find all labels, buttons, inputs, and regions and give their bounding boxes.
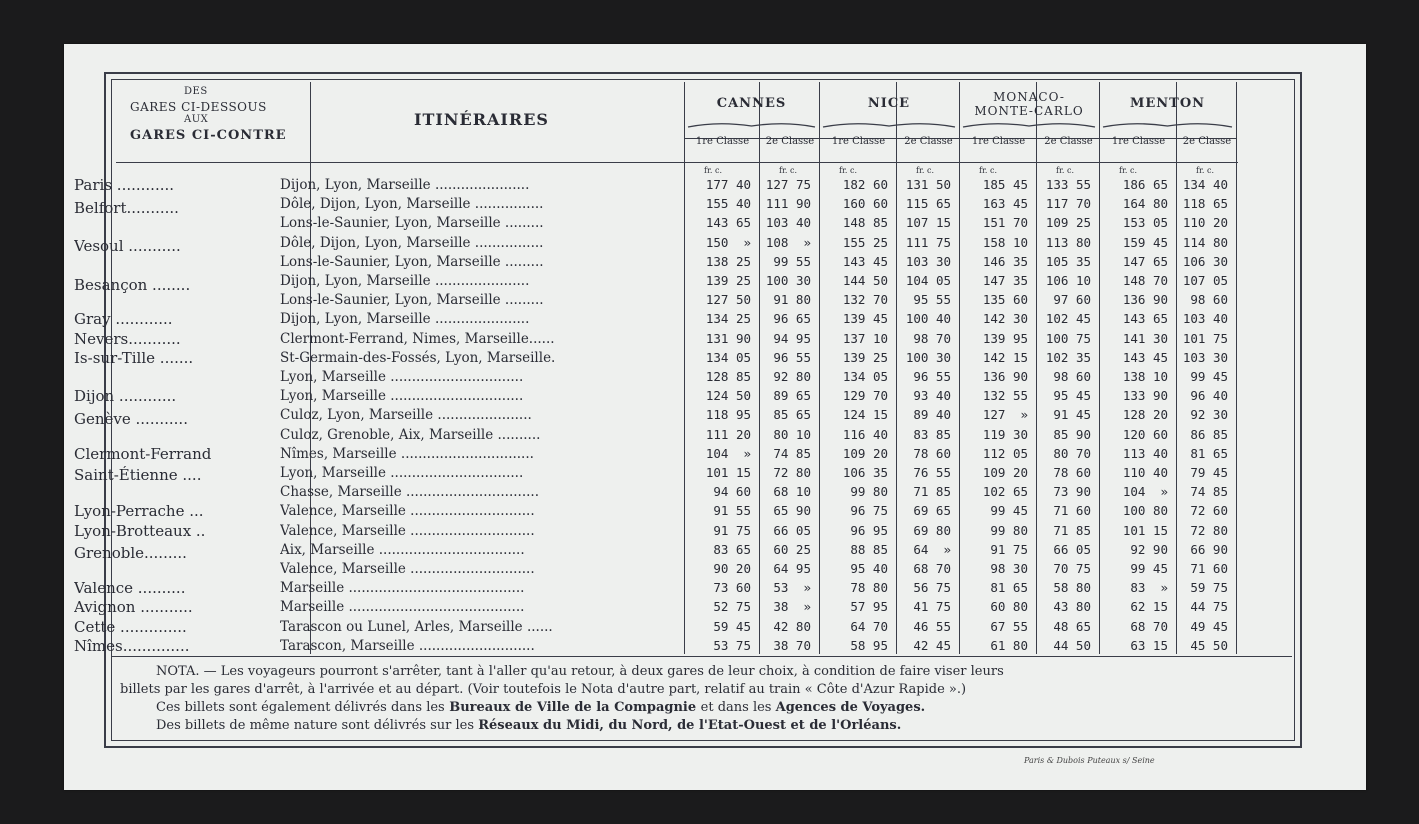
fare-value: 164 80	[1122, 196, 1168, 212]
fare-value: 127 »	[982, 407, 1028, 423]
fare-value: 100 30	[765, 273, 811, 288]
fare-value: 177 40	[705, 177, 751, 192]
fare-value: 38 70	[773, 637, 811, 653]
departure-station: Dijon ............	[74, 387, 177, 406]
nota-line-2: billets par les gares d'arrêt, à l'arrivée et au départ. (Voir toutefois le Nota d'autre part, relatif au train « Côte d'Azur Rapide ».)	[120, 682, 967, 697]
fare-value: 71 60	[1053, 503, 1091, 519]
itinerary: Nîmes, Marseille ...............................	[280, 445, 534, 462]
fare-value: 143 45	[1122, 349, 1168, 365]
fare-value: 89 40	[913, 407, 951, 423]
fare-value: 85 90	[1053, 426, 1091, 442]
fare-value: 67 55	[990, 618, 1028, 634]
fare-value: 147 65	[1122, 253, 1168, 269]
fare-value: 71 60	[1190, 561, 1228, 576]
fare-value: 147 35	[982, 273, 1028, 288]
fare-value: 100 30	[905, 349, 951, 365]
header-gares-ci-dessous: GARES CI-DESSOUS	[130, 100, 267, 114]
fare-value: 112 05	[982, 445, 1028, 461]
fare-value: 114 80	[1182, 234, 1228, 250]
column-divider	[1236, 82, 1237, 654]
fare-value: 60 80	[990, 599, 1028, 615]
itinerary: Clermont-Ferrand, Nimes, Marseille......	[280, 330, 555, 347]
fare-value: 103 40	[765, 215, 811, 231]
class-label: 1re Classe	[1111, 136, 1166, 147]
fare-value: 143 65	[705, 215, 751, 231]
nota-line-4	[156, 718, 901, 733]
fare-value: 99 55	[773, 253, 811, 269]
itinerary: Valence, Marseille .............................	[280, 561, 535, 577]
fare-value: 92 90	[1130, 541, 1168, 557]
fare-value: 96 75	[850, 503, 888, 519]
fare-value: 115 65	[905, 196, 951, 212]
fare-value: 60 25	[773, 541, 811, 557]
fare-value: 139 25	[705, 273, 751, 288]
fare-value: 100 40	[905, 311, 951, 327]
fare-value: 52 75	[713, 599, 751, 615]
fare-value: 111 20	[705, 426, 751, 442]
fare-value: 136 90	[1122, 292, 1168, 308]
fare-value: 94 60	[713, 484, 751, 500]
fare-value: 99 80	[850, 484, 888, 500]
fare-value: 53 75	[713, 637, 751, 653]
fare-value: 83 65	[713, 541, 751, 557]
fare-value: 106 10	[1045, 273, 1091, 288]
fare-value: 73 60	[713, 580, 751, 596]
class-label: 1re Classe	[971, 136, 1026, 147]
fare-value: 95 45	[1053, 388, 1091, 404]
fare-value: 139 95	[982, 330, 1028, 346]
itinerary: Lyon, Marseille ...............................	[280, 369, 524, 385]
currency-unit: fr. c.	[839, 166, 858, 175]
fare-value: 58 80	[1053, 580, 1091, 596]
fare-value: 137 10	[842, 330, 888, 346]
fare-value: 62 15	[1130, 599, 1168, 615]
fare-value: 98 70	[913, 330, 951, 346]
destination-monte-carlo: MONTE-CARLO	[974, 104, 1084, 118]
fare-value: 68 70	[913, 561, 951, 576]
fare-value: 71 85	[1053, 522, 1091, 538]
fare-value: 103 30	[1182, 349, 1228, 365]
fare-value: 83 »	[1130, 580, 1168, 596]
fare-value: 56 75	[913, 580, 951, 596]
itinerary: Dijon, Lyon, Marseille ......................	[280, 311, 530, 328]
fare-value: 78 60	[913, 445, 951, 461]
departure-station: Paris ............	[74, 176, 175, 194]
fare-value: 64 70	[850, 618, 888, 634]
fare-value: 71 85	[913, 484, 951, 500]
header-flourish	[684, 120, 819, 130]
fare-value: 92 30	[1190, 407, 1228, 423]
fare-value: 44 75	[1190, 599, 1228, 615]
departure-station: Belfort...........	[74, 198, 179, 217]
fare-value: 144 50	[842, 273, 888, 288]
fare-value: 97 60	[1053, 292, 1091, 308]
fare-value: 128 20	[1122, 407, 1168, 423]
fare-value: 66 05	[773, 522, 811, 538]
fare-value: 91 75	[990, 541, 1028, 557]
fare-value: 48 65	[1053, 618, 1091, 634]
fare-value: 58 95	[850, 637, 888, 653]
fare-value: 72 60	[1190, 503, 1228, 519]
class-label: 2e Classe	[1182, 136, 1232, 147]
fare-value: 90 20	[713, 561, 751, 576]
header-itineraires: ITINÉRAIRES	[414, 110, 549, 129]
nota-agences: Agences de Voyages.	[775, 700, 926, 715]
fare-value: 151 70	[982, 215, 1028, 231]
destination-monaco: MONACO-	[993, 90, 1065, 104]
fare-value: 107 05	[1182, 273, 1228, 288]
fare-value: 49 45	[1190, 618, 1228, 634]
fare-value: 138 25	[705, 253, 751, 269]
currency-unit: fr. c.	[1056, 166, 1075, 175]
fare-value: 91 75	[713, 522, 751, 538]
fare-value: 134 25	[705, 311, 751, 327]
fare-value: 134 40	[1182, 177, 1228, 192]
printer-mark: Paris & Dubois Puteaux s/ Seine	[1024, 756, 1155, 765]
departure-station: Grenoble.........	[74, 544, 187, 563]
fare-value: 139 25	[842, 349, 888, 365]
fare-value: 113 40	[1122, 445, 1168, 461]
fare-value: 108 »	[765, 234, 811, 250]
fare-value: 95 55	[913, 292, 951, 308]
destination-cannes: CANNES	[716, 96, 787, 111]
fare-value: 70 75	[1053, 561, 1091, 576]
departure-station: Genève ...........	[74, 410, 188, 428]
fare-value: 133 90	[1122, 388, 1168, 404]
fare-value: 103 40	[1182, 311, 1228, 327]
itinerary: Marseille .........................................	[280, 580, 525, 597]
fare-value: 91 80	[773, 292, 811, 308]
class-label: 2e Classe	[765, 136, 815, 147]
fare-value: 98 60	[1190, 292, 1228, 308]
fare-value: 109 20	[982, 465, 1028, 480]
fare-value: 95 40	[850, 561, 888, 576]
itinerary: Chasse, Marseille ...............................	[280, 484, 540, 501]
fare-value: 91 55	[713, 503, 751, 519]
nota-text: Ces billets sont également délivrés dans les	[156, 700, 445, 715]
itinerary: Culoz, Grenoble, Aix, Marseille ..........	[280, 426, 541, 443]
itinerary: Valence, Marseille .............................	[280, 503, 535, 520]
fare-value: 99 45	[1190, 369, 1228, 384]
fare-value: 53 »	[773, 580, 811, 596]
fare-value: 109 20	[842, 445, 888, 461]
fare-value: 134 05	[842, 369, 888, 384]
fare-value: 185 45	[982, 177, 1028, 192]
fare-value: 158 10	[982, 234, 1028, 250]
itinerary: Culoz, Lyon, Marseille ......................	[280, 407, 532, 424]
fare-value: 96 40	[1190, 388, 1228, 404]
departure-station: Besançon ........	[74, 275, 191, 294]
fare-value: 104 05	[905, 273, 951, 288]
fare-value: 86 85	[1190, 426, 1228, 442]
currency-unit: fr. c.	[1196, 166, 1215, 175]
fare-value: 101 75	[1182, 330, 1228, 346]
itinerary: Tarascon, Marseille ...........................	[280, 637, 535, 654]
departure-station: Avignon ...........	[74, 598, 193, 617]
fare-value: 139 45	[842, 311, 888, 327]
fare-value: 81 65	[1190, 445, 1228, 461]
fare-value: 98 30	[990, 561, 1028, 576]
fare-value: 116 40	[842, 426, 888, 442]
fare-value: 105 35	[1045, 253, 1091, 269]
destination-menton: MENTON	[1129, 96, 1206, 111]
fare-value: 98 60	[1053, 369, 1091, 384]
fare-value: 141 30	[1122, 330, 1168, 346]
fare-value: 117 70	[1045, 196, 1091, 212]
fare-value: 83 85	[913, 426, 951, 442]
fare-value: 43 80	[1053, 599, 1091, 615]
fare-value: 73 90	[1053, 484, 1091, 500]
fare-value: 129 70	[842, 388, 888, 404]
fare-value: 109 25	[1045, 215, 1091, 231]
fare-value: 103 30	[905, 253, 951, 269]
fare-value: 143 45	[842, 253, 888, 269]
fare-value: 153 05	[1122, 215, 1168, 231]
nota-line-1: NOTA. — Les voyageurs pourront s'arrêter, tant à l'aller qu'au retour, à deux gares de leur choix, à condition de faire viser leurs	[156, 664, 1004, 679]
fare-value: 44 50	[1053, 637, 1091, 653]
fare-value: 89 65	[773, 388, 811, 404]
fare-value: 182 60	[842, 177, 888, 192]
departure-station: Clermont-Ferrand	[74, 444, 212, 463]
fare-value: 100 75	[1045, 330, 1091, 346]
itinerary: St-Germain-des-Fossés, Lyon, Marseille.	[280, 349, 556, 366]
fare-value: 131 50	[905, 177, 951, 192]
fare-value: 111 75	[905, 234, 951, 250]
nota-line-3	[156, 700, 925, 715]
fare-value: 74 85	[1190, 484, 1228, 500]
fare-value: 64 95	[773, 561, 811, 576]
destination-nice: NICE	[867, 96, 911, 111]
fare-value: 99 45	[1130, 561, 1168, 576]
fare-value: 138 10	[1122, 369, 1168, 384]
fare-value: 72 80	[1190, 522, 1228, 538]
fare-value: 131 90	[705, 330, 751, 346]
class-label: 1re Classe	[695, 136, 750, 147]
fare-value: 118 65	[1182, 196, 1228, 212]
departure-station: Vesoul ...........	[74, 237, 181, 256]
fare-value: 120 60	[1122, 426, 1168, 442]
itinerary: Dôle, Dijon, Lyon, Marseille ................	[280, 234, 544, 251]
fare-value: 132 70	[842, 292, 888, 308]
fare-value: 85 65	[773, 407, 811, 423]
fare-value: 134 05	[705, 349, 751, 365]
fare-value: 66 90	[1190, 541, 1228, 557]
fare-value: 96 55	[913, 369, 951, 384]
header-des: DES	[184, 86, 208, 97]
itinerary: Tarascon ou Lunel, Arles, Marseille ......	[280, 618, 553, 635]
header-rule	[116, 162, 1238, 163]
nota-text: et dans les	[700, 700, 776, 715]
fare-value: 119 30	[982, 426, 1028, 442]
fare-value: 41 75	[913, 599, 951, 615]
fare-value: 88 85	[850, 541, 888, 557]
itinerary: Lyon, Marseille ...............................	[280, 388, 524, 405]
fare-value: 148 70	[1122, 273, 1168, 288]
itinerary: Dijon, Lyon, Marseille ......................	[280, 273, 530, 289]
fare-value: 72 80	[773, 465, 811, 480]
fare-value: 68 10	[773, 484, 811, 500]
fare-value: 132 55	[982, 388, 1028, 404]
currency-unit: fr. c.	[979, 166, 998, 175]
fare-value: 142 30	[982, 311, 1028, 327]
departure-station: Nîmes..............	[74, 636, 190, 655]
currency-unit: fr. c.	[1119, 166, 1138, 175]
fare-value: 61 80	[990, 637, 1028, 653]
fare-value: 128 85	[705, 369, 751, 384]
departure-station: Cette ..............	[74, 617, 187, 636]
fare-value: 146 35	[982, 253, 1028, 269]
fare-value: 135 60	[982, 292, 1028, 308]
fare-value: 106 30	[1182, 253, 1228, 269]
fare-value: 124 50	[705, 388, 751, 404]
fare-value: 111 90	[765, 196, 811, 212]
header-flourish	[959, 120, 1099, 130]
fare-value: 155 25	[842, 234, 888, 250]
itinerary: Marseille .........................................	[280, 599, 525, 616]
departure-station: Lyon-Perrache ...	[74, 502, 204, 521]
fare-value: 124 15	[842, 407, 888, 423]
fare-value: 102 65	[982, 484, 1028, 500]
fare-value: 78 80	[850, 580, 888, 596]
fare-value: 104 »	[705, 445, 751, 461]
header-gares-ci-contre: GARES CI-CONTRE	[130, 128, 287, 143]
departure-station: Gray ............	[74, 310, 173, 329]
header-flourish	[819, 120, 959, 130]
fare-value: 110 20	[1182, 215, 1228, 231]
fare-value: 66 05	[1053, 541, 1091, 557]
fare-value: 150 »	[705, 234, 751, 250]
fare-value: 42 45	[913, 637, 951, 653]
fare-value: 69 65	[913, 503, 951, 519]
fare-value: 143 65	[1122, 311, 1168, 327]
departure-station: Valence ..........	[74, 579, 186, 598]
fare-value: 45 50	[1190, 637, 1228, 653]
fare-value: 64 »	[913, 541, 951, 557]
fare-value: 96 65	[773, 311, 811, 327]
fare-value: 96 55	[773, 349, 811, 365]
fare-value: 102 45	[1045, 311, 1091, 327]
currency-unit: fr. c.	[916, 166, 935, 175]
fare-value: 68 70	[1130, 618, 1168, 634]
itinerary: Dijon, Lyon, Marseille ......................	[280, 177, 530, 193]
fare-value: 69 80	[913, 522, 951, 538]
itinerary: Valence, Marseille .............................	[280, 522, 535, 539]
fare-value: 57 95	[850, 599, 888, 615]
fare-value: 102 35	[1045, 349, 1091, 365]
fare-value: 113 80	[1045, 234, 1091, 250]
fare-value: 42 80	[773, 618, 811, 634]
fare-value: 148 85	[842, 215, 888, 231]
fare-value: 92 80	[773, 369, 811, 384]
ticket-card	[64, 44, 1366, 790]
header-flourish	[1099, 120, 1236, 130]
itinerary: Dôle, Dijon, Lyon, Marseille ................	[280, 196, 544, 213]
itinerary: Lons-le-Saunier, Lyon, Marseille .........	[280, 215, 544, 232]
fare-value: 91 45	[1053, 407, 1091, 423]
itinerary: Aix, Marseille ..................................	[280, 541, 525, 558]
fare-value: 118 95	[705, 407, 751, 423]
nota-reseaux: Réseaux du Midi, du Nord, de l'Etat-Ouest et de l'Orléans.	[478, 718, 902, 733]
header-aux: AUX	[184, 114, 209, 125]
fare-value: 76 55	[913, 465, 951, 480]
fare-value: 155 40	[705, 196, 751, 212]
fare-value: 106 35	[842, 465, 888, 480]
fare-value: 46 55	[913, 618, 951, 634]
fare-value: 99 45	[990, 503, 1028, 519]
departure-station: Saint-Étienne ....	[74, 465, 202, 484]
fare-value: 160 60	[842, 196, 888, 212]
fare-value: 133 55	[1045, 177, 1091, 192]
class-label: 2e Classe	[1044, 136, 1093, 147]
class-label: 2e Classe	[904, 136, 953, 147]
fare-value: 94 95	[773, 330, 811, 346]
fare-value: 127 75	[765, 177, 811, 192]
nota-text: Des billets de même nature sont délivrés sur les	[156, 718, 479, 733]
fare-value: 38 »	[773, 599, 811, 615]
fare-value: 59 75	[1190, 580, 1228, 596]
fare-value: 63 15	[1130, 637, 1168, 653]
currency-unit: fr. c.	[779, 166, 798, 175]
class-label: 1re Classe	[831, 136, 886, 147]
fare-value: 59 45	[713, 618, 751, 634]
fare-value: 110 40	[1122, 465, 1168, 480]
fare-value: 80 70	[1053, 445, 1091, 461]
fare-value: 96 95	[850, 522, 888, 538]
fare-value: 142 15	[982, 349, 1028, 365]
departure-station: Is-sur-Tille .......	[74, 348, 194, 367]
fare-value: 104 »	[1122, 484, 1168, 500]
fare-value: 65 90	[773, 503, 811, 519]
fare-value: 136 90	[982, 369, 1028, 384]
currency-unit: fr. c.	[704, 166, 723, 175]
itinerary: Lons-le-Saunier, Lyon, Marseille .........	[280, 292, 544, 309]
fare-value: 159 45	[1122, 234, 1168, 250]
nota-bureaux: Bureaux de Ville de la Compagnie	[444, 700, 701, 715]
itinerary: Lons-le-Saunier, Lyon, Marseille .........	[280, 253, 544, 270]
fare-value: 101 15	[705, 465, 751, 480]
fare-value: 74 85	[773, 445, 811, 461]
fare-value: 186 65	[1122, 177, 1168, 192]
fare-value: 81 65	[990, 580, 1028, 596]
nota-rule	[112, 656, 1292, 657]
departure-station: Nevers...........	[74, 329, 181, 348]
fare-value: 101 15	[1122, 522, 1168, 538]
itinerary: Lyon, Marseille ...............................	[280, 465, 524, 481]
departure-station: Lyon-Brotteaux ..	[74, 521, 206, 540]
fare-value: 79 45	[1190, 465, 1228, 480]
fare-value: 100 80	[1122, 503, 1168, 519]
fare-value: 107 15	[905, 215, 951, 231]
fare-value: 80 10	[773, 426, 811, 442]
fare-value: 127 50	[705, 292, 751, 308]
fare-value: 99 80	[990, 522, 1028, 538]
fare-value: 93 40	[913, 388, 951, 404]
fare-value: 163 45	[982, 196, 1028, 212]
fare-value: 78 60	[1053, 465, 1091, 480]
